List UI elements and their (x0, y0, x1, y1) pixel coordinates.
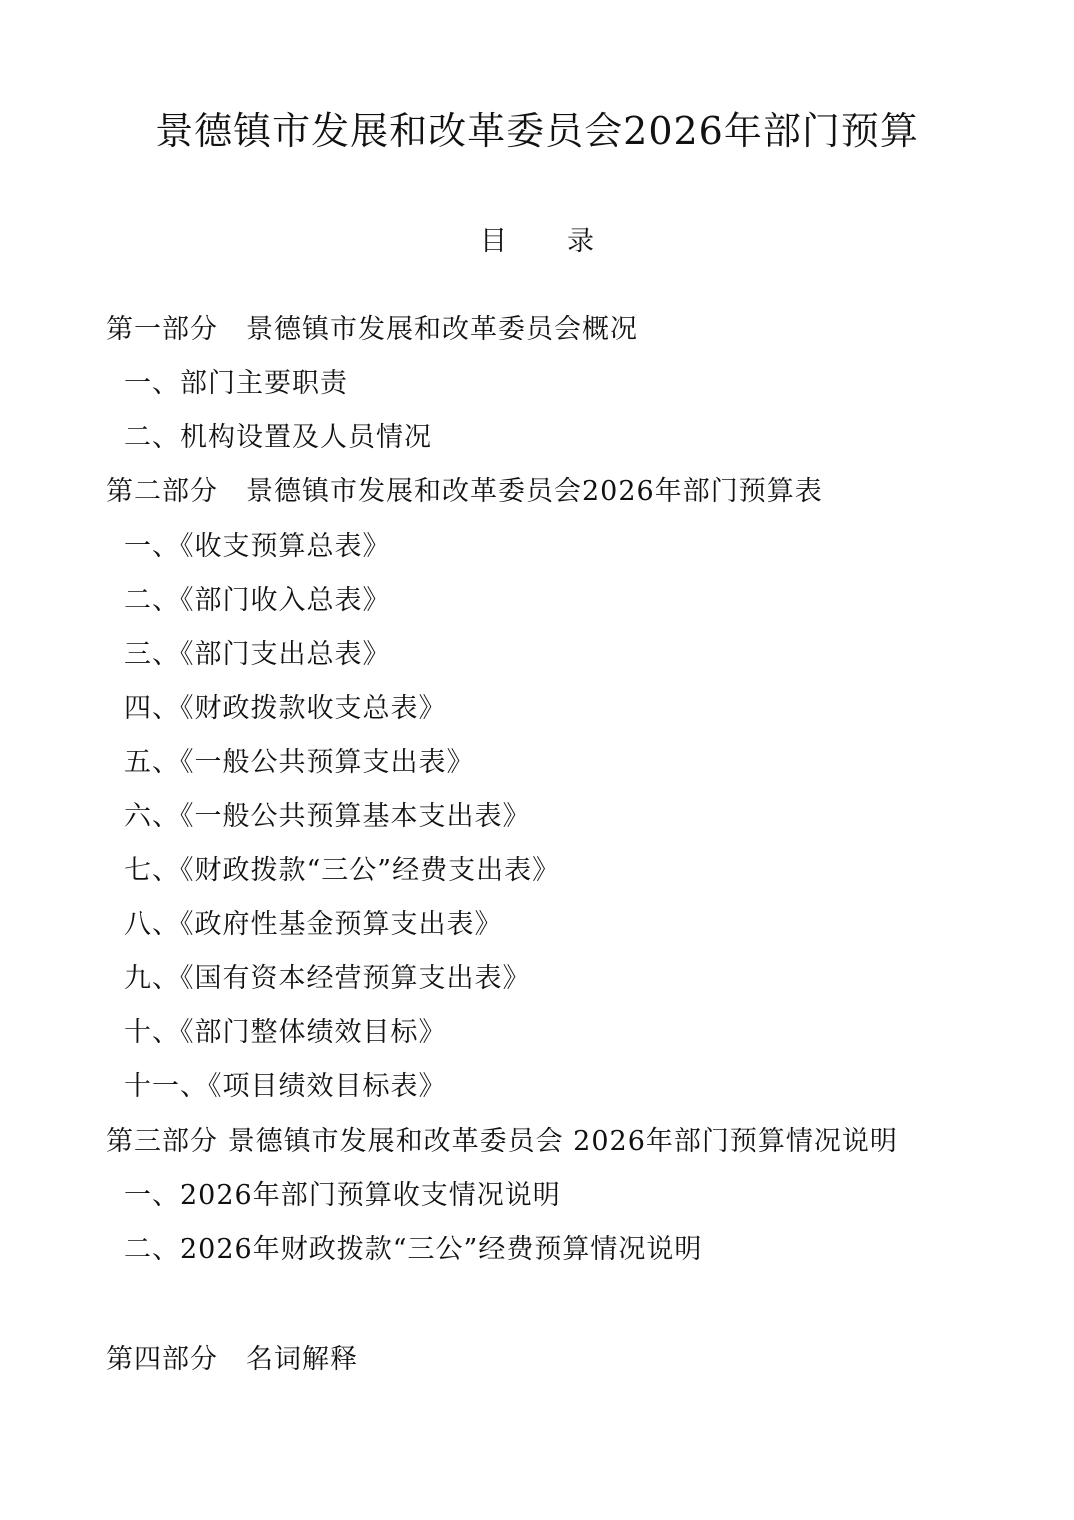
toc-item: 二、2026年财政拨款“三公”经费预算情况说明 (124, 1234, 703, 1265)
document-title: 景德镇市发展和改革委员会2026年部门预算 (155, 109, 919, 153)
toc-part-2: 第二部分 景德镇市发展和改革委员会2026年部门预算表 (106, 476, 823, 507)
toc-part-1: 第一部分 景德镇市发展和改革委员会概况 (106, 314, 638, 345)
toc-item: 二、《部门收入总表》 (124, 585, 391, 616)
toc-part-3: 第三部分 景德镇市发展和改革委员会 2026年部门预算情况说明 (106, 1126, 898, 1157)
toc-item: 四、《财政拨款收支总表》 (124, 693, 447, 724)
toc-item: 八、《政府性基金预算支出表》 (124, 909, 503, 940)
toc-item: 五、《一般公共预算支出表》 (124, 747, 475, 778)
toc-heading-char-2: 录 (567, 226, 594, 257)
toc-item: 一、部门主要职责 (124, 368, 348, 399)
toc-item: 一、2026年部门预算收支情况说明 (124, 1180, 561, 1211)
toc-heading (0, 222, 1074, 262)
toc-item: 二、机构设置及人员情况 (124, 422, 432, 453)
toc-item: 三、《部门支出总表》 (124, 639, 391, 670)
toc-part-4: 第四部分 名词解释 (106, 1344, 358, 1375)
toc-item: 十、《部门整体绩效目标》 (124, 1017, 447, 1048)
toc-item: 九、《国有资本经营预算支出表》 (124, 963, 531, 994)
toc-heading-char-1: 目 (480, 226, 507, 257)
toc-item: 十一、《项目绩效目标表》 (124, 1071, 447, 1102)
toc-item: 一、《收支预算总表》 (124, 531, 391, 562)
toc-item: 七、《财政拨款“三公”经费支出表》 (124, 855, 561, 886)
toc-item: 六、《一般公共预算基本支出表》 (124, 801, 531, 832)
